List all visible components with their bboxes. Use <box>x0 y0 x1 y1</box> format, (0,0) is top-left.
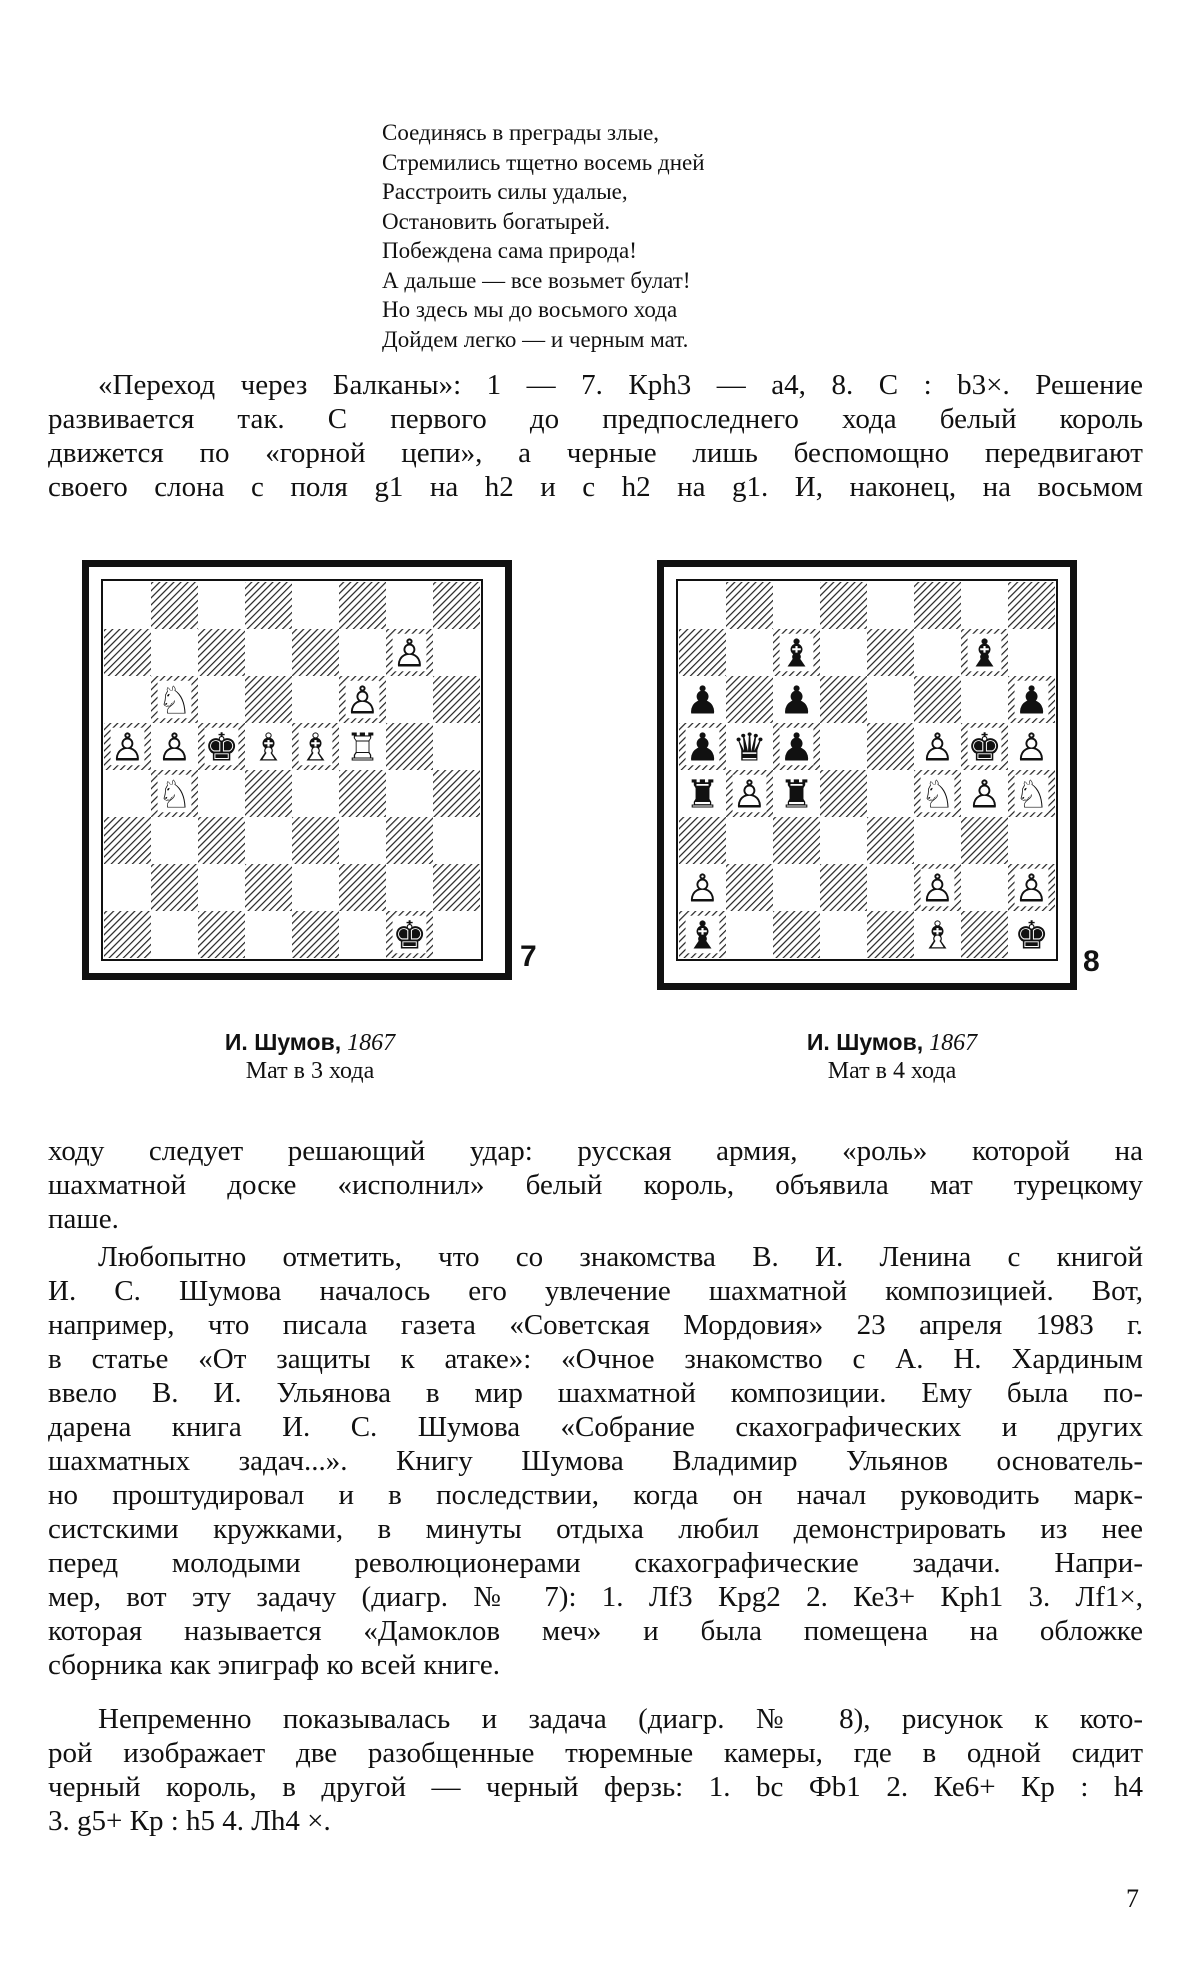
light-square <box>245 911 292 958</box>
light-square <box>867 676 914 723</box>
diagram-caption <box>702 1028 1082 1085</box>
dark-square <box>679 817 726 864</box>
white-pawn-icon: ♙ <box>685 866 720 912</box>
light-square <box>773 864 820 911</box>
light-square <box>104 864 151 911</box>
dark-square <box>773 911 820 958</box>
dark-square <box>914 582 961 629</box>
black-king-icon: ♚ <box>392 913 427 959</box>
dark-square <box>433 676 480 723</box>
dark-square <box>339 864 386 911</box>
white-bishop-icon: ♗ <box>920 913 955 959</box>
light-square <box>820 723 867 770</box>
poem-line: Дойдем легко — и черным мат. <box>382 326 689 352</box>
dark-square <box>867 723 914 770</box>
text-line: перед молодыми революционерами скахографические задачи. Напри- <box>48 1547 1143 1579</box>
dark-square <box>104 911 151 958</box>
dark-square <box>820 676 867 723</box>
paragraph-balkans <box>48 368 1143 504</box>
light-square <box>1008 629 1055 676</box>
white-rook-icon: ♖ <box>345 725 380 771</box>
paragraph-prison <box>48 1702 1143 1838</box>
dark-square <box>726 676 773 723</box>
dark-square <box>773 817 820 864</box>
dark-square <box>339 582 386 629</box>
light-square <box>198 770 245 817</box>
dark-square <box>151 582 198 629</box>
chess-board <box>82 560 512 980</box>
light-square <box>151 817 198 864</box>
light-square <box>292 770 339 817</box>
dark-square <box>245 676 292 723</box>
dark-square <box>867 629 914 676</box>
white-pawn-icon: ♙ <box>1014 725 1049 771</box>
text-line: сборника как эпиграф ко всей книге. <box>48 1649 500 1681</box>
dark-square <box>245 770 292 817</box>
white-pawn-icon: ♙ <box>110 725 145 771</box>
white-knight-icon: ♘ <box>157 678 192 724</box>
text-line: паше. <box>48 1203 119 1235</box>
text-line: Любопытно отметить, что со знакомства В. И. Ленина с книгой <box>98 1241 1143 1273</box>
black-pawn-icon: ♟ <box>685 678 720 724</box>
light-square <box>679 582 726 629</box>
caption-author: И. Шумов, <box>806 1029 924 1055</box>
black-bishop-icon: ♝ <box>967 631 1002 677</box>
caption-author: И. Шумов, <box>224 1029 342 1055</box>
poem-line: Стремились тщетно восемь дней <box>382 149 705 175</box>
dark-square <box>820 864 867 911</box>
text-line: рой изображает две разобщенные тюремные камеры, где в одной сидит <box>48 1737 1143 1769</box>
dark-square <box>961 911 1008 958</box>
diagram-caption <box>120 1028 500 1085</box>
text-line: «Переход через Балканы»: 1 — 7. Крh3 — a4, 8. С : b3×. Решение <box>98 369 1143 401</box>
paragraph-lenin <box>48 1240 1143 1682</box>
dark-square <box>820 770 867 817</box>
light-square <box>773 582 820 629</box>
text-line: мер, вот эту задачу (диагр. № 7): 1. Лf3 Крg2 2. Ке3+ Крh1 3. Лf1×, <box>48 1581 1143 1613</box>
light-square <box>820 911 867 958</box>
dark-square <box>198 911 245 958</box>
light-square <box>433 723 480 770</box>
white-pawn-icon: ♙ <box>392 631 427 677</box>
black-rook-icon: ♜ <box>779 772 814 818</box>
light-square <box>104 676 151 723</box>
dark-square <box>339 770 386 817</box>
dark-square <box>433 864 480 911</box>
light-square <box>386 864 433 911</box>
white-knight-icon: ♘ <box>920 772 955 818</box>
black-bishop-icon: ♝ <box>685 913 720 959</box>
poem-line: Соединясь в преграды злые, <box>382 120 660 145</box>
light-square <box>292 864 339 911</box>
light-square <box>726 817 773 864</box>
light-square <box>198 676 245 723</box>
text-line: систскими кружками, в минуты отдыха любил демонстрировать из нее <box>48 1513 1143 1545</box>
paragraph-continuation <box>48 1134 1143 1236</box>
text-line: 3. g5+ Кр : h5 4. Лh4 ×. <box>48 1805 331 1837</box>
black-rook-icon: ♜ <box>685 772 720 818</box>
white-bishop-icon: ♗ <box>251 725 286 771</box>
poem-line: Остановить богатырей. <box>382 208 611 234</box>
white-pawn-icon: ♙ <box>920 725 955 771</box>
black-king-icon: ♚ <box>1014 913 1049 959</box>
white-pawn-icon: ♙ <box>920 866 955 912</box>
text-line: в статье «От защиты к атаке»: «Очное знакомство с А. Н. Хардиным <box>48 1343 1143 1375</box>
light-square <box>961 864 1008 911</box>
dark-square <box>820 582 867 629</box>
text-line: черный король, в другой — черный ферзь: 1. bc Фb1 2. Ке6+ Кр : h4 <box>48 1771 1143 1803</box>
poem-line: А дальше — все возьмет булат! <box>382 267 691 293</box>
light-square <box>820 629 867 676</box>
white-pawn-icon: ♙ <box>157 725 192 771</box>
light-square <box>433 629 480 676</box>
dark-square <box>726 582 773 629</box>
dark-square <box>292 629 339 676</box>
text-line: И. С. Шумова началось его увлечение шахматной композицией. Вот, <box>48 1275 1143 1307</box>
dark-square <box>433 582 480 629</box>
white-knight-icon: ♘ <box>1014 772 1049 818</box>
text-line: шахматных задач...». Книгу Шумова Владимир Ульянов основатель- <box>48 1445 1143 1477</box>
dark-square <box>679 629 726 676</box>
light-square <box>339 629 386 676</box>
black-king-icon: ♚ <box>967 725 1002 771</box>
light-square <box>339 817 386 864</box>
white-pawn-icon: ♙ <box>732 772 767 818</box>
dark-square <box>292 911 339 958</box>
dark-square <box>245 864 292 911</box>
dark-square <box>726 864 773 911</box>
dark-square <box>433 770 480 817</box>
caption-year: 1867 <box>347 1030 396 1056</box>
light-square <box>245 629 292 676</box>
page-number: 7 <box>1126 1884 1139 1913</box>
text-line: Непременно показывалась и задача (диагр. № 8), рисунок к кото- <box>98 1703 1143 1735</box>
light-square <box>433 817 480 864</box>
dark-square <box>386 723 433 770</box>
dark-square <box>151 864 198 911</box>
black-queen-icon: ♛ <box>732 725 767 771</box>
caption-year: 1867 <box>929 1030 978 1056</box>
dark-square <box>961 817 1008 864</box>
light-square <box>867 582 914 629</box>
text-line: развивается так. С первого до предпоследнего хода белый король <box>48 403 1143 435</box>
text-line: которая называется «Дамоклов меч» и была помещена на обложке <box>48 1615 1143 1647</box>
light-square <box>726 629 773 676</box>
text-line: дарена книга И. С. Шумова «Собрание скахографических и других <box>48 1411 1143 1443</box>
light-square <box>726 911 773 958</box>
light-square <box>914 817 961 864</box>
white-pawn-icon: ♙ <box>345 678 380 724</box>
diagram-7 <box>82 560 512 980</box>
light-square <box>292 676 339 723</box>
text-line: но проштудировал и в последствии, когда он начал руководить марк- <box>48 1479 1143 1511</box>
black-pawn-icon: ♟ <box>1014 678 1049 724</box>
text-line: ходу следует решающий удар: русская армия, «роль» которой на <box>48 1135 1143 1167</box>
light-square <box>339 911 386 958</box>
light-square <box>386 676 433 723</box>
dark-square <box>198 629 245 676</box>
black-pawn-icon: ♟ <box>779 725 814 771</box>
poem <box>382 118 902 354</box>
text-line: движется по «горной цепи», а черные лишь беспомощно передвигают <box>48 437 1143 469</box>
poem-line: Побеждена сама природа! <box>382 238 637 263</box>
white-pawn-icon: ♙ <box>967 772 1002 818</box>
light-square <box>433 911 480 958</box>
light-square <box>961 676 1008 723</box>
light-square <box>198 582 245 629</box>
light-square <box>151 629 198 676</box>
light-square <box>867 864 914 911</box>
dark-square <box>292 817 339 864</box>
light-square <box>292 582 339 629</box>
black-king-icon: ♚ <box>204 725 239 771</box>
caption-task: Мат в 3 хода <box>245 1058 375 1084</box>
dark-square <box>867 817 914 864</box>
diagram-8 <box>657 560 1077 990</box>
dark-square <box>245 582 292 629</box>
black-pawn-icon: ♟ <box>779 678 814 724</box>
text-line: ввело В. И. Ульянова в мир шахматной композиции. Ему была по- <box>48 1377 1143 1409</box>
white-pawn-icon: ♙ <box>1014 866 1049 912</box>
text-line: своего слона с поля g1 на h2 и с h2 на g1. И, наконец, на восьмом <box>48 471 1143 503</box>
light-square <box>245 817 292 864</box>
chess-board <box>657 560 1077 990</box>
light-square <box>867 770 914 817</box>
dark-square <box>104 817 151 864</box>
light-square <box>151 911 198 958</box>
light-square <box>198 864 245 911</box>
white-bishop-icon: ♗ <box>298 725 333 771</box>
light-square <box>104 582 151 629</box>
light-square <box>1008 817 1055 864</box>
text-line: например, что писала газета «Советская Мордовия» 23 апреля 1983 г. <box>48 1309 1143 1341</box>
black-bishop-icon: ♝ <box>779 631 814 677</box>
light-square <box>961 582 1008 629</box>
light-square <box>386 582 433 629</box>
dark-square <box>914 676 961 723</box>
dark-square <box>386 817 433 864</box>
poem-line: Расстроить силы удалые, <box>382 179 628 204</box>
light-square <box>820 817 867 864</box>
light-square <box>386 770 433 817</box>
light-square <box>914 629 961 676</box>
diagram-number: 7 <box>520 940 537 973</box>
dark-square <box>1008 582 1055 629</box>
white-knight-icon: ♘ <box>157 772 192 818</box>
dark-square <box>867 911 914 958</box>
dark-square <box>104 629 151 676</box>
caption-task: Мат в 4 хода <box>827 1058 957 1084</box>
diagram-number: 8 <box>1083 945 1100 978</box>
light-square <box>104 770 151 817</box>
text-line: шахматной доске «исполнил» белый король, объявила мат турецкому <box>48 1169 1143 1201</box>
dark-square <box>198 817 245 864</box>
black-pawn-icon: ♟ <box>685 725 720 771</box>
poem-line: Но здесь мы до восьмого хода <box>382 297 678 322</box>
